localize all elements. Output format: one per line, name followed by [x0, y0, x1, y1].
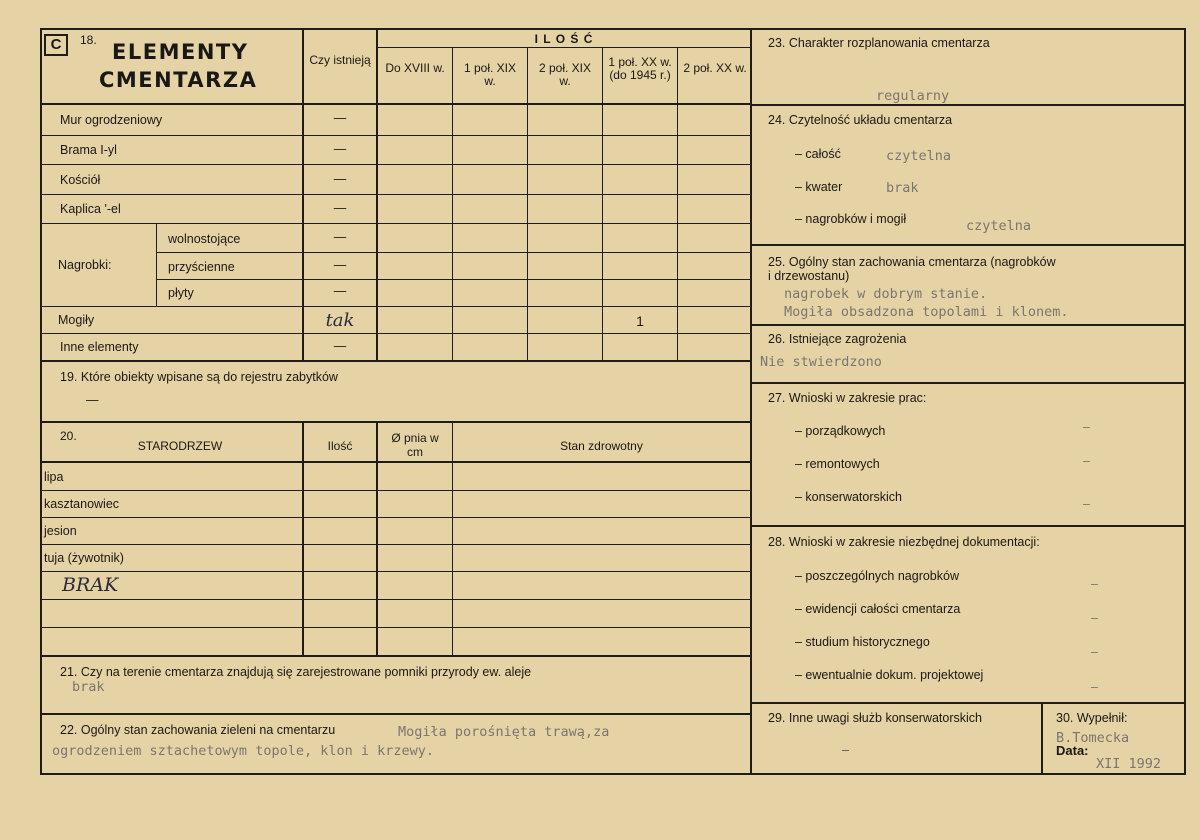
s22-label: 22. Ogólny stan zachowania zieleni na cmentarzu	[60, 723, 336, 737]
s22-value-line2: ogrodzeniem sztachetowym topole, klon i krzewy.	[52, 743, 435, 759]
s22-value-line1: Mogiła porośnięta trawą,za	[398, 724, 610, 740]
czy-plyty: —	[333, 284, 347, 298]
s20-number: 20.	[60, 429, 77, 443]
s20-header-stan: Stan zdrowotny	[560, 439, 643, 453]
s20-handwritten-note: BRAK	[62, 574, 119, 596]
row-label-przyscienne: przyścienne	[168, 260, 235, 274]
czy-kaplica: —	[333, 201, 347, 215]
czy-kosciol: —	[333, 172, 347, 186]
s18-number: 18.	[80, 33, 97, 47]
row-label-nagrobki: Nagrobki:	[58, 258, 112, 272]
czy-przyscienne: —	[333, 258, 347, 272]
s21-value: brak	[72, 679, 105, 695]
s29-label: 29. Inne uwagi służb konserwatorskich	[768, 711, 983, 725]
tree-kasztanowiec: kasztanowiec	[44, 497, 120, 511]
mogily-xx-count: 1	[636, 313, 644, 329]
s28-value-nagrobkow: –	[1091, 577, 1098, 591]
s18-title-2: CMENTARZA	[99, 68, 258, 92]
s19-value: —	[86, 393, 99, 407]
row-label-mur: Mur ogrodzeniowy	[60, 113, 163, 127]
s28-value-studium: –	[1091, 645, 1098, 659]
czy-brama: —	[333, 142, 347, 156]
tree-tuja: tuja (żywotnik)	[44, 551, 124, 565]
s19-label: 19. Które obiekty wpisane są do rejestru zabytków	[60, 370, 338, 384]
s27-item-porzadkowych: – porządkowych	[795, 424, 886, 438]
czy-inne: —	[333, 339, 347, 353]
s27-item-remontowych: – remontowych	[795, 457, 880, 471]
row-label-kosciol: Kościół	[60, 173, 101, 187]
s24-value-calosc: czytelna	[886, 148, 952, 164]
s28-item-projektowej: – ewentualnie dokum. projektowej	[795, 668, 984, 682]
s28-value-ewidencji: –	[1091, 611, 1098, 625]
s20-header-diameter: Ø pnia w cm	[391, 431, 439, 459]
s25-value-line2: Mogiła obsadzona topolami i klonem.	[784, 304, 1069, 320]
s24-item-kwater: – kwater	[795, 180, 843, 194]
s30-date-label: Data:	[1056, 743, 1089, 758]
s27-value-remontowych: –	[1083, 454, 1090, 468]
s28-item-studium: – studium historycznego	[795, 635, 930, 649]
s28-item-ewidencji: – ewidencji całości cmentarza	[795, 602, 961, 616]
s25-value-line1: nagrobek w dobrym stanie.	[784, 286, 988, 302]
s28-label: 28. Wnioski w zakresie niezbędnej dokumentacji:	[768, 535, 1040, 549]
s18-col-5: 2 poł. XX w.	[683, 61, 747, 75]
s20-header-starodrzew: STARODRZEW	[137, 439, 223, 453]
s18-col-3: 2 poł. XIX w.	[538, 61, 592, 88]
form-code: C	[44, 34, 68, 56]
s24-item-calosc: – całość	[795, 147, 841, 161]
s24-item-nagrobkow: – nagrobków i mogił	[795, 212, 907, 226]
row-label-wolnostojace: wolnostojące	[168, 232, 241, 246]
s24-label: 24. Czytelność układu cmentarza	[768, 113, 953, 127]
s30-label: 30. Wypełnił:	[1056, 711, 1128, 725]
czy-wolnostojace: —	[333, 230, 347, 244]
s27-value-porzadkowych: –	[1083, 420, 1090, 434]
czy-mur: —	[333, 111, 347, 125]
row-label-plyty: płyty	[168, 286, 194, 300]
s18-title-1: ELEMENTY	[112, 40, 249, 64]
s20-header-ilosc: Ilość	[327, 439, 353, 453]
s25-label-line1: 25. Ogólny stan zachowania cmentarza (nagrobków	[768, 255, 1056, 269]
s25-label-line2: i drzewostanu)	[768, 269, 850, 283]
s24-value-nagrobkow: czytelna	[966, 218, 1032, 234]
tree-jesion: jesion	[44, 524, 77, 538]
czy-mogily: tak	[325, 310, 355, 331]
s24-value-kwater: brak	[886, 180, 919, 196]
tree-lipa: lipa	[44, 470, 64, 484]
s23-value: regularny	[876, 88, 950, 104]
s27-value-konserwatorskich: –	[1083, 497, 1090, 511]
s30-name: B.Tomecka	[1056, 730, 1130, 746]
row-label-kaplica: Kaplica '-el	[60, 202, 121, 216]
s29-value: –	[842, 743, 849, 757]
s23-label: 23. Charakter rozplanowania cmentarza	[768, 36, 990, 50]
s26-value: Nie stwierdzono	[760, 354, 882, 370]
s18-czy-header: Czy istnieją	[309, 53, 371, 67]
s21-label: 21. Czy na terenie cmentarza znajdują się zarejestrowane pomniki przyrody ew. aleje	[60, 665, 532, 679]
s27-item-konserwatorskich: – konserwatorskich	[795, 490, 902, 504]
row-label-inne: Inne elementy	[60, 340, 139, 354]
s30-date: XII 1992	[1096, 756, 1162, 772]
row-label-brama: Brama I-yl	[60, 143, 117, 157]
s28-value-projektowej: –	[1091, 680, 1098, 694]
s18-ilosc-header: I L O Ś Ć	[534, 32, 594, 46]
s28-item-nagrobkow: – poszczególnych nagrobków	[795, 569, 959, 583]
s18-col-1: Do XVIII w.	[385, 61, 445, 75]
s26-label: 26. Istniejące zagrożenia	[768, 332, 907, 346]
s18-col-2: 1 poł. XIX w.	[463, 61, 517, 88]
s27-label: 27. Wnioski w zakresie prac:	[768, 391, 927, 405]
row-label-mogily: Mogiły	[58, 313, 95, 327]
s18-col-4: 1 poł. XX w. (do 1945 r.)	[608, 55, 672, 82]
